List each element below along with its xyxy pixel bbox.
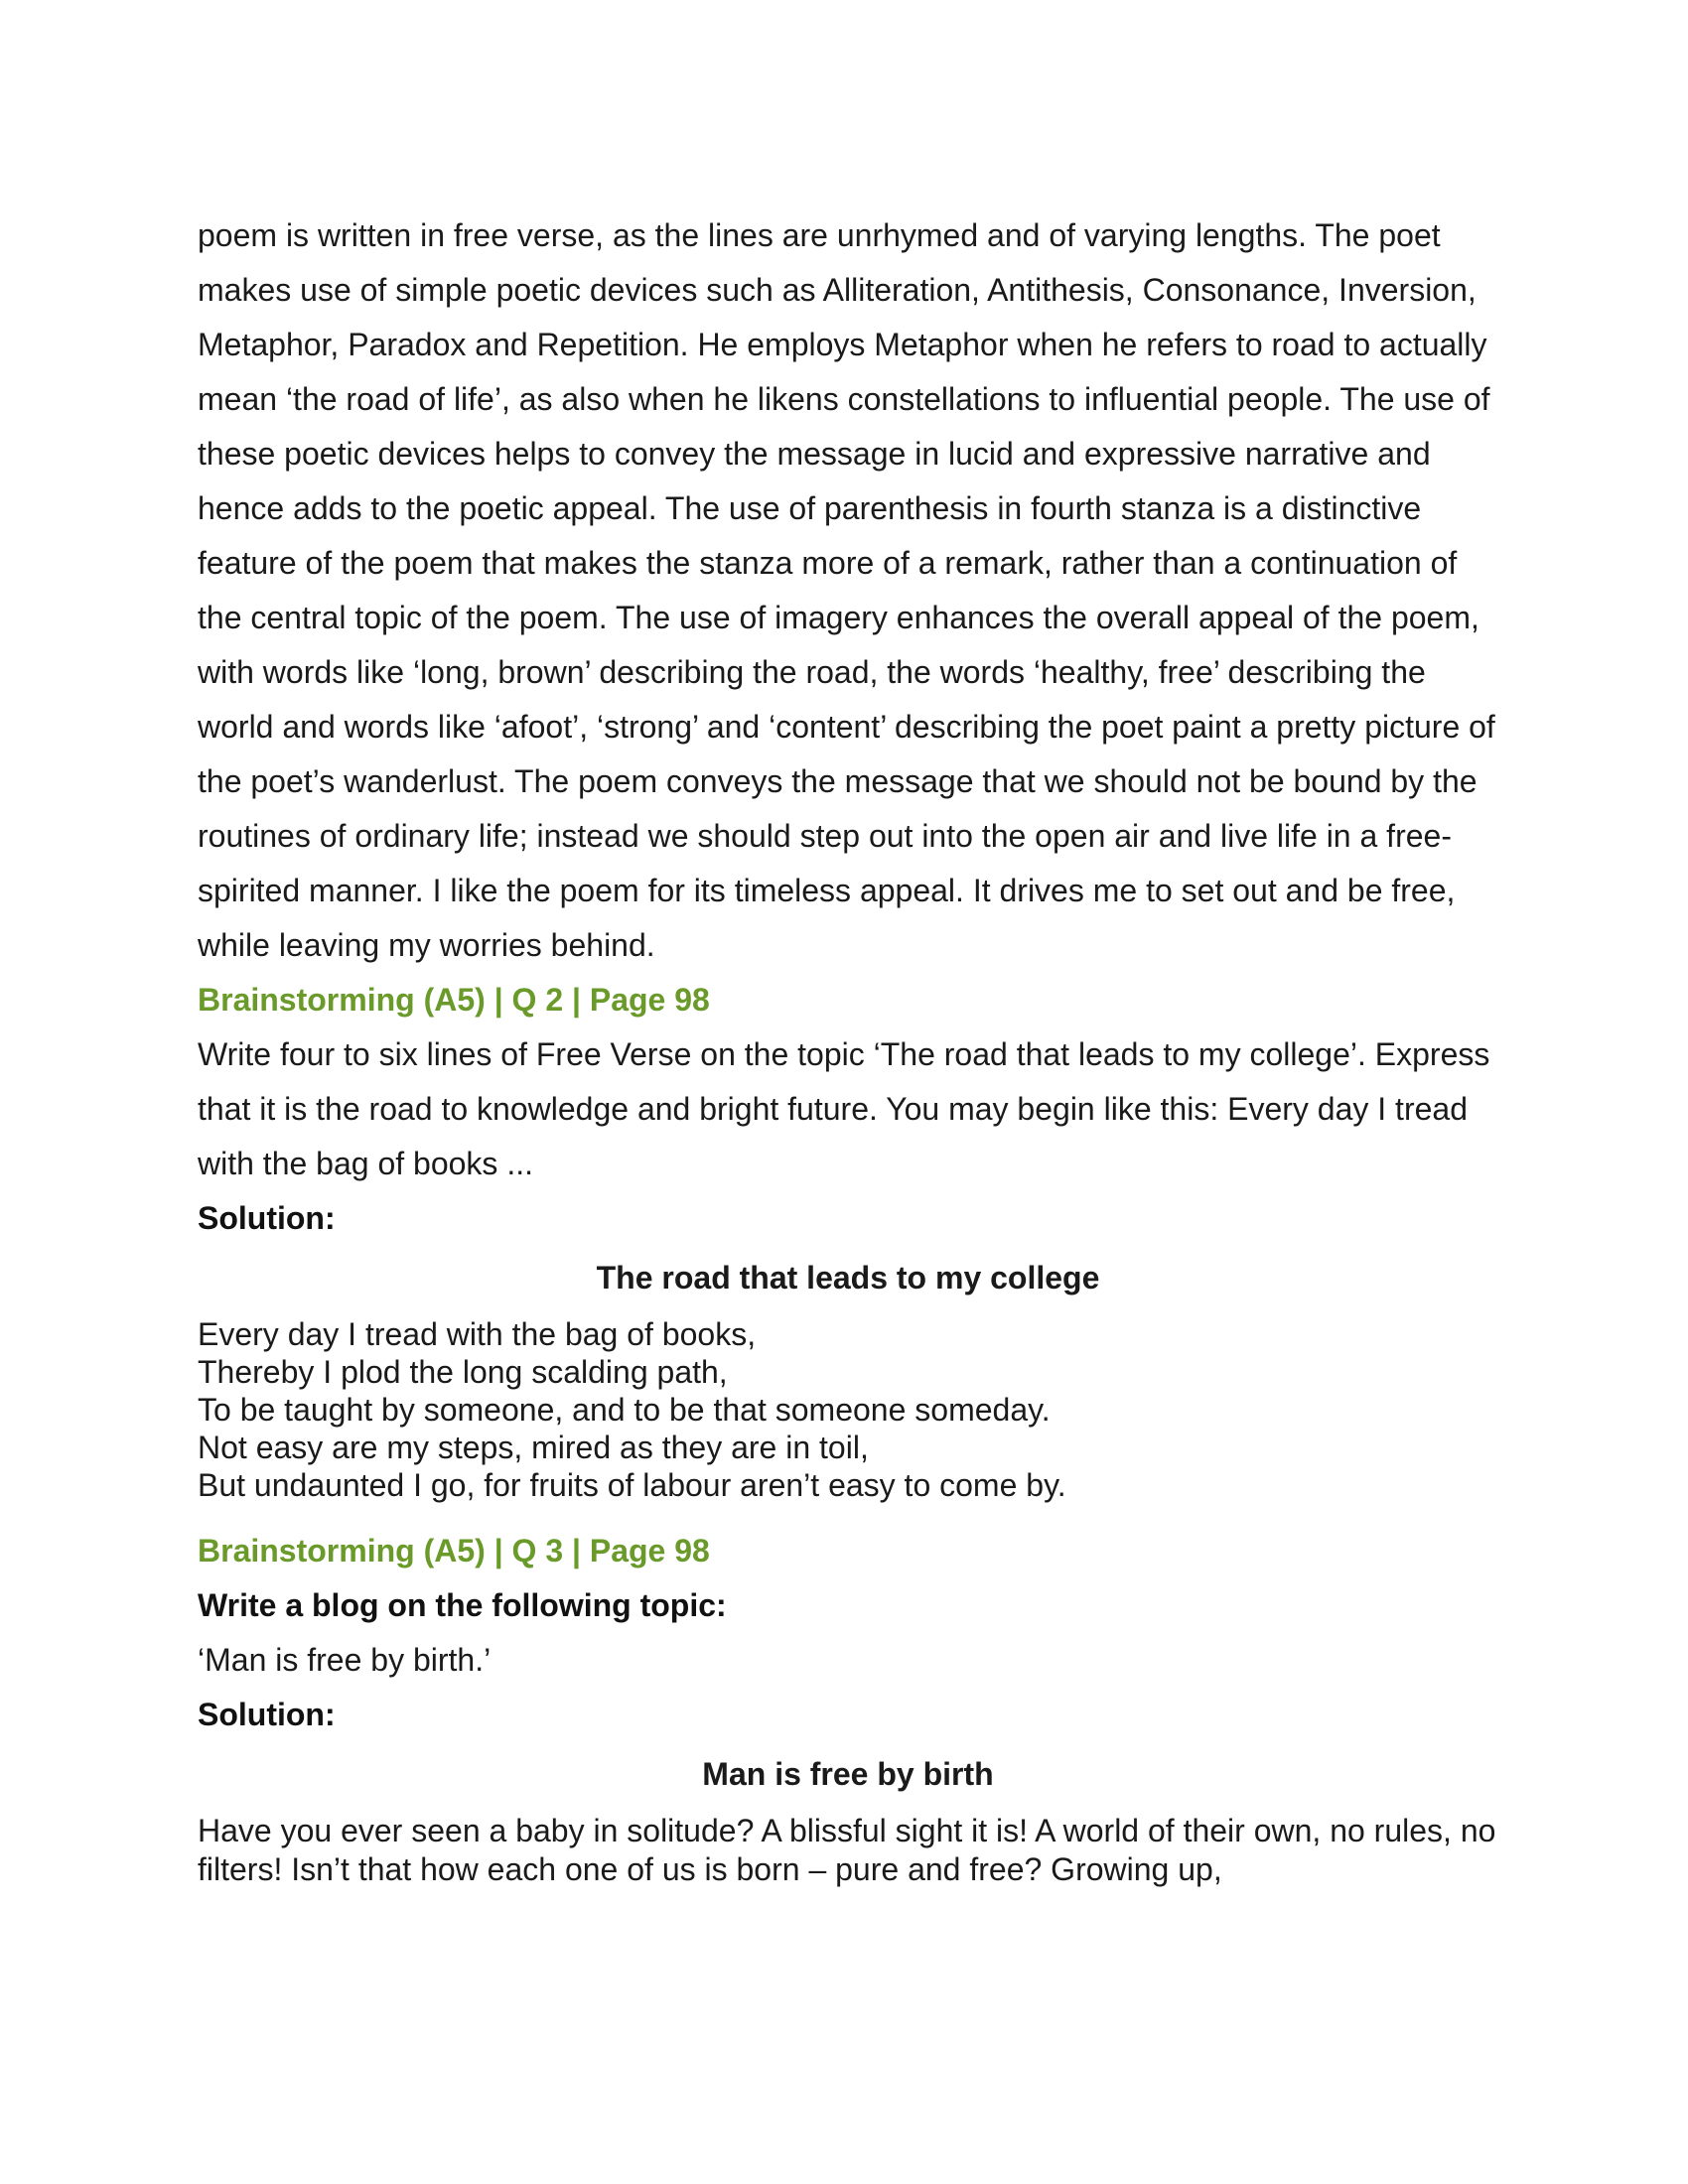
q3-blog-text: Have you ever seen a baby in solitude? A blissful sight it is! A world of their own, no rules, no filters! Isn’t that how each one of us is born – pure and free? Growing up, <box>198 1813 1496 1887</box>
q2-heading: Brainstorming (A5) | Q 2 | Page 98 <box>198 982 710 1018</box>
poem-line: Thereby I plod the long scalding path, <box>198 1354 728 1390</box>
q3-topic: ‘Man is free by birth.’ <box>198 1642 492 1678</box>
poem-line: But undaunted I go, for fruits of labour aren’t easy to come by. <box>198 1467 1066 1503</box>
q2-solution-label: Solution: <box>198 1200 336 1236</box>
poem-line: Every day I tread with the bag of books, <box>198 1316 757 1352</box>
poem-line: Not easy are my steps, mired as they are in toil, <box>198 1430 869 1465</box>
document-page <box>198 208 1498 1889</box>
q2-poem-title: The road that leads to my college <box>596 1260 1100 1296</box>
q3-heading: Brainstorming (A5) | Q 3 | Page 98 <box>198 1533 710 1569</box>
q2-question: Write four to six lines of Free Verse on the topic ‘The road that leads to my college’. Express that it is the road to knowledge and bright future. You may begin like this: Every day I tread with the bag of books ... <box>198 1036 1490 1181</box>
q3-question: Write a blog on the following topic: <box>198 1587 727 1623</box>
q2-poem <box>198 1315 1498 1504</box>
intro-paragraph: poem is written in free verse, as the lines are unrhymed and of varying lengths. The poet makes use of simple poetic devices such as Alliteration, Antithesis, Consonance, Inversion, Metaphor, Paradox and Repetition. He employs Metaphor when he refers to road to actually mean ‘the road of life’, as also when he likens constellations to influential people. The use of these poetic devices helps to convey the message in lucid and expressive narrative and hence adds to the poetic appeal. The use of parenthesis in fourth stanza is a distinctive feature of the poem that makes the stanza more of a remark, rather than a continuation of the central topic of the poem. The use of imagery enhances the overall appeal of the poem, with words like ‘long, brown’ describing the road, the words ‘healthy, free’ describing the world and words like ‘afoot’, ‘strong’ and ‘content’ describing the poet paint a pretty picture of the poet’s wanderlust. The poem conveys the message that we should not be bound by the routines of ordinary life; instead we should step out into the open air and live life in a free-spirited manner. I like the poem for its timeless appeal. It drives me to set out and be free, while leaving my worries behind. <box>198 217 1495 963</box>
poem-line: To be taught by someone, and to be that someone someday. <box>198 1392 1051 1428</box>
q3-blog-title: Man is free by birth <box>702 1756 994 1792</box>
q3-solution-label: Solution: <box>198 1697 336 1732</box>
